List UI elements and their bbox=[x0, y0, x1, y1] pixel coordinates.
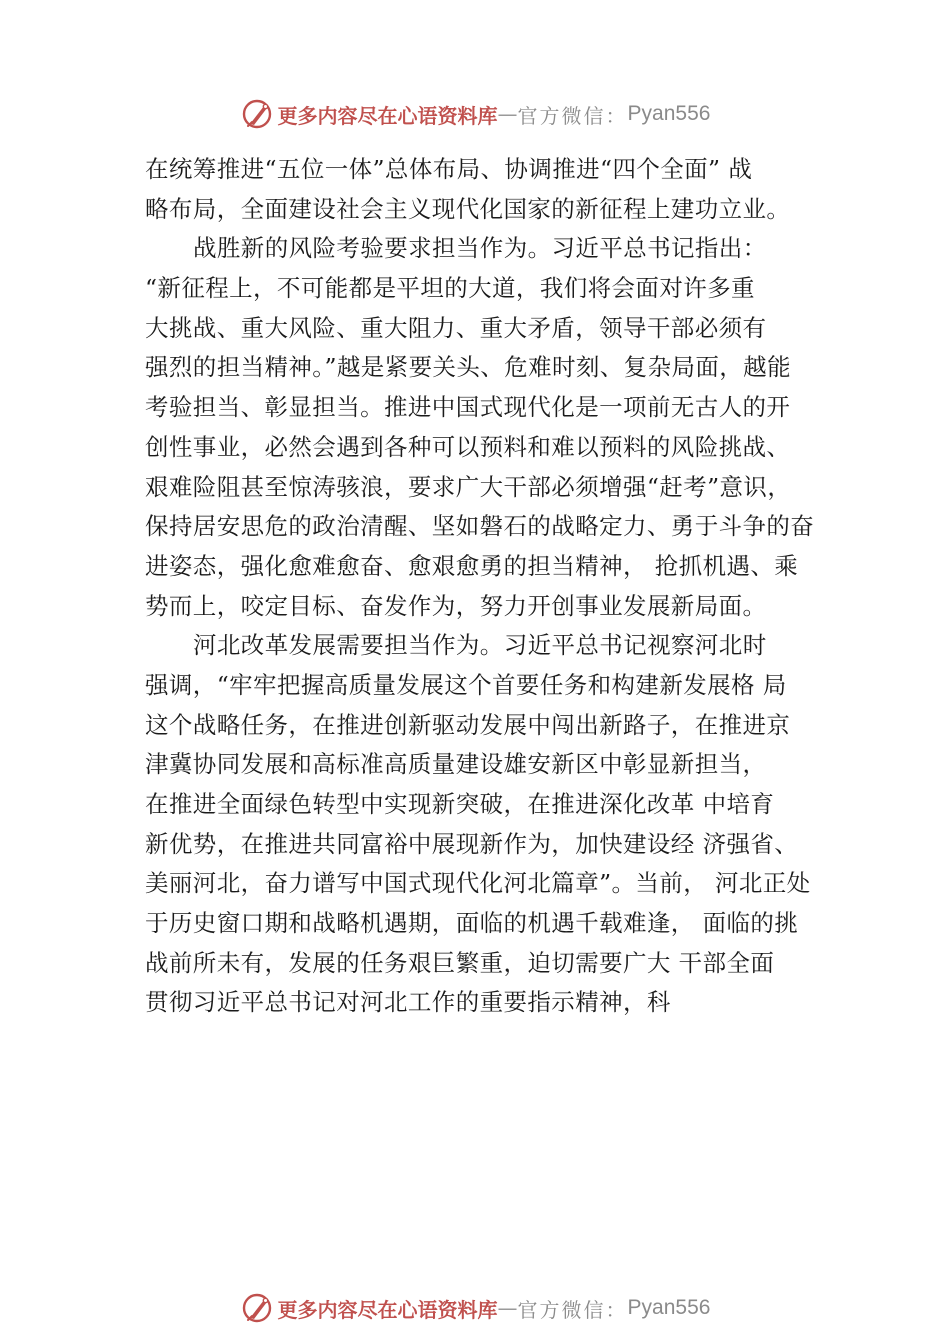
watermark-wechat-label: 官方微信： bbox=[517, 103, 628, 128]
header-watermark bbox=[0, 94, 950, 134]
text-line: 贯彻习近平总书记对河北工作的重要指示精神，科 bbox=[145, 988, 671, 1017]
text-line: 势而上，咬定目标、奋发作为，努力开创事业发展新局面。 bbox=[145, 591, 767, 620]
text-line: 新优势，在推进共同富裕中展现新作为，加快建设经 济强省、 bbox=[145, 829, 799, 858]
quill-pen-logo-icon bbox=[240, 1291, 274, 1325]
watermark-separator: — bbox=[497, 102, 518, 126]
text-line: 大挑战、重大风险、重大阻力、重大矛盾，领导干部必须有 bbox=[145, 313, 767, 342]
text-line: 创性事业，必然会遇到各种可以预料和难以预料的风险挑战、 bbox=[145, 432, 791, 461]
watermark-brand-text: 更多内容尽在心语资料库 bbox=[277, 103, 498, 128]
watermark-separator: — bbox=[497, 1296, 518, 1320]
text-line: 考验担当、彰显担当。推进中国式现代化是一项前无古人的开 bbox=[145, 393, 791, 422]
text-line: 战前所未有，发展的任务艰巨繁重，迫切需要广大 干部全面 bbox=[145, 948, 775, 977]
text-line: 艰难险阻甚至惊涛骇浪，要求广大干部必须增强“赶考”意识， bbox=[145, 472, 792, 501]
text-line: 于历史窗口期和战略机遇期，面临的机遇千载难逢， 面临的挑 bbox=[145, 909, 799, 938]
watermark-wechat-id: Pyan556 bbox=[627, 102, 711, 125]
text-line: 河北改革发展需要担当作为。习近平总书记视察河北时 bbox=[193, 631, 767, 660]
watermark-brand-text: 更多内容尽在心语资料库 bbox=[277, 1297, 498, 1322]
text-line: 进姿态，强化愈难愈奋、愈艰愈勇的担当精神， 抢抓机遇、乘 bbox=[145, 551, 799, 580]
text-line: 强调，“牢牢把握高质量发展这个首要任务和构建新发展格 局 bbox=[145, 670, 787, 699]
watermark-wechat-id: Pyan556 bbox=[627, 1296, 711, 1319]
text-line: 在推进全面绿色转型中实现新突破，在推进深化改革 中培育 bbox=[145, 790, 775, 818]
text-line: 强烈的担当精神。”越是紧要关头、危难时刻、复杂局面，越能 bbox=[145, 353, 791, 382]
text-line: 战胜新的风险考验要求担当作为。习近平总书记指出： bbox=[193, 234, 767, 263]
text-line: 津冀协同发展和高标准高质量建设雄安新区中彰显新担当， bbox=[145, 750, 767, 779]
document-body bbox=[145, 150, 835, 1023]
quill-pen-logo-icon bbox=[240, 97, 274, 131]
text-line: 在统筹推进“五位一体”总体布局、协调推进“四个全面” 战 bbox=[145, 155, 753, 183]
text-line: 保持居安思危的政治清醒、坚如磐石的战略定力、勇于斗争的奋 bbox=[145, 512, 815, 541]
text-line: 这个战略任务，在推进创新驱动发展中闯出新路子，在推进京 bbox=[145, 710, 791, 739]
watermark-wechat-label: 官方微信： bbox=[517, 1297, 628, 1322]
text-line: “新征程上，不可能都是平坦的大道，我们将会面对许多重 bbox=[145, 274, 755, 303]
footer-watermark bbox=[0, 1288, 950, 1328]
text-line: 略布局，全面建设社会主义现代化国家的新征程上建功立业。 bbox=[145, 194, 791, 223]
text-line: 美丽河北，奋力谱写中国式现代化河北篇章”。当前， 河北正处 bbox=[145, 869, 811, 898]
